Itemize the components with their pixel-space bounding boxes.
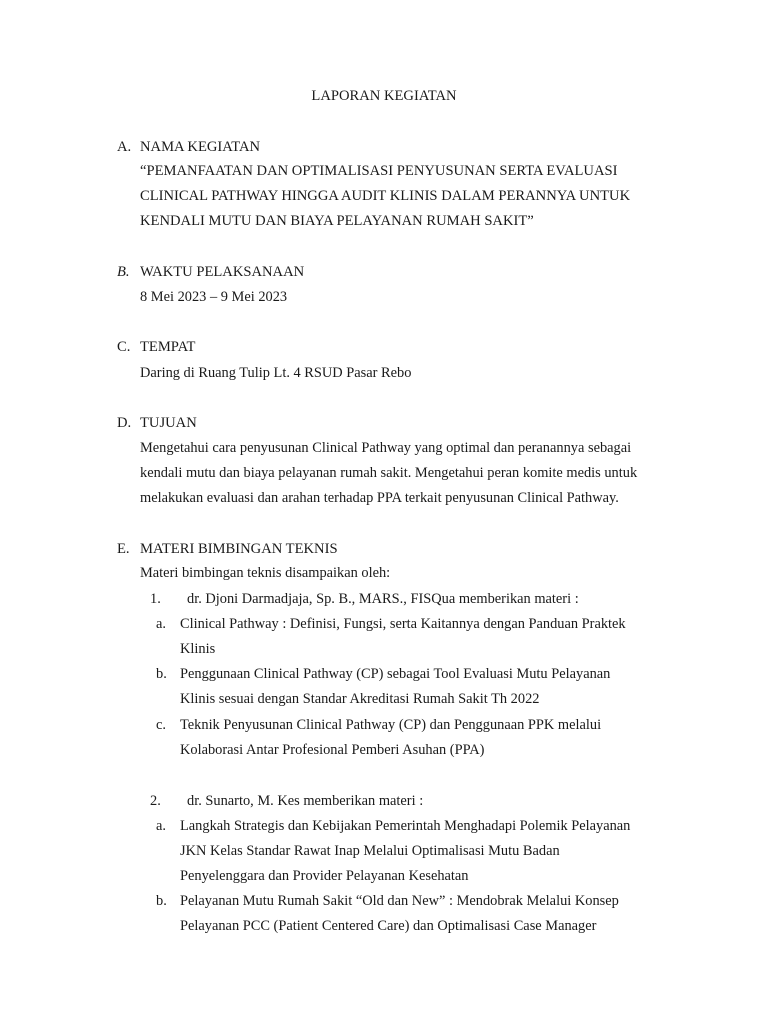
section-a-letter: A.	[117, 139, 132, 155]
section-d-line: kendali mutu dan biaya pelayanan rumah sakit. Mengetahui peran komite medis untuk	[140, 465, 638, 481]
speaker-number: 1.	[150, 591, 161, 607]
section-d-letter: D.	[117, 415, 132, 431]
topic-line: Pelayanan Mutu Rumah Sakit “Old dan New” : Mendobrak Melalui Konsep	[180, 893, 619, 909]
section-d-line: melakukan evaluasi dan arahan terhadap PPA terkait penyusunan Clinical Pathway.	[140, 490, 619, 506]
topic-letter: a.	[156, 616, 166, 632]
section-e-heading: MATERI BIMBINGAN TEKNIS	[140, 541, 338, 557]
speaker-number: 2.	[150, 793, 161, 809]
topic-line: Teknik Penyusunan Clinical Pathway (CP) dan Penggunaan PPK melalui	[180, 717, 602, 733]
section-a-heading: NAMA KEGIATAN	[140, 139, 261, 155]
section-a-line: KENDALI MUTU DAN BIAYA PELAYANAN RUMAH SAKIT”	[140, 213, 534, 229]
section-d-line: Mengetahui cara penyusunan Clinical Pathway yang optimal dan peranannya sebagai	[140, 440, 632, 456]
section-c-letter: C.	[117, 339, 131, 355]
topic-line: Clinical Pathway : Definisi, Fungsi, serta Kaitannya dengan Panduan Praktek	[180, 616, 626, 632]
section-d-heading: TUJUAN	[140, 415, 197, 431]
topic-line: Pelayanan PCC (Patient Centered Care) dan Optimalisasi Case Manager	[180, 918, 597, 934]
section-a-line: “PEMANFAATAN DAN OPTIMALISASI PENYUSUNAN SERTA EVALUASI	[140, 163, 618, 179]
speaker-text: dr. Sunarto, M. Kes memberikan materi :	[187, 793, 424, 809]
topic-line: Kolaborasi Antar Profesional Pemberi Asuhan (PPA)	[180, 742, 485, 758]
section-c-line: Daring di Ruang Tulip Lt. 4 RSUD Pasar Rebo	[140, 365, 412, 381]
topic-letter: c.	[156, 717, 166, 733]
section-b-line: 8 Mei 2023 – 9 Mei 2023	[140, 289, 288, 305]
section-e-letter: E.	[117, 541, 130, 557]
topic-letter: b.	[156, 893, 167, 909]
section-b-letter: B.	[117, 264, 130, 280]
speaker-text: dr. Djoni Darmadjaja, Sp. B., MARS., FISQua memberikan materi :	[187, 591, 579, 607]
section-a-line: CLINICAL PATHWAY HINGGA AUDIT KLINIS DALAM PERANNYA UNTUK	[140, 188, 631, 204]
page-title: LAPORAN KEGIATAN	[311, 88, 457, 104]
topic-line: Penyelenggara dan Provider Pelayanan Kesehatan	[180, 868, 469, 884]
topic-letter: a.	[156, 818, 166, 834]
section-e-intro: Materi bimbingan teknis disampaikan oleh:	[140, 565, 391, 581]
topic-letter: b.	[156, 666, 167, 682]
topic-line: Klinis	[180, 641, 216, 657]
topic-line: Penggunaan Clinical Pathway (CP) sebagai Tool Evaluasi Mutu Pelayanan	[180, 666, 611, 682]
topic-line: Langkah Strategis dan Kebijakan Pemerintah Menghadapi Polemik Pelayanan	[180, 818, 631, 834]
section-b-heading: WAKTU PELAKSANAAN	[140, 264, 305, 280]
section-c-heading: TEMPAT	[140, 339, 196, 355]
topic-line: Klinis sesuai dengan Standar Akreditasi Rumah Sakit Th 2022	[180, 691, 540, 707]
topic-line: JKN Kelas Standar Rawat Inap Melalui Optimalisasi Mutu Badan	[180, 843, 560, 859]
